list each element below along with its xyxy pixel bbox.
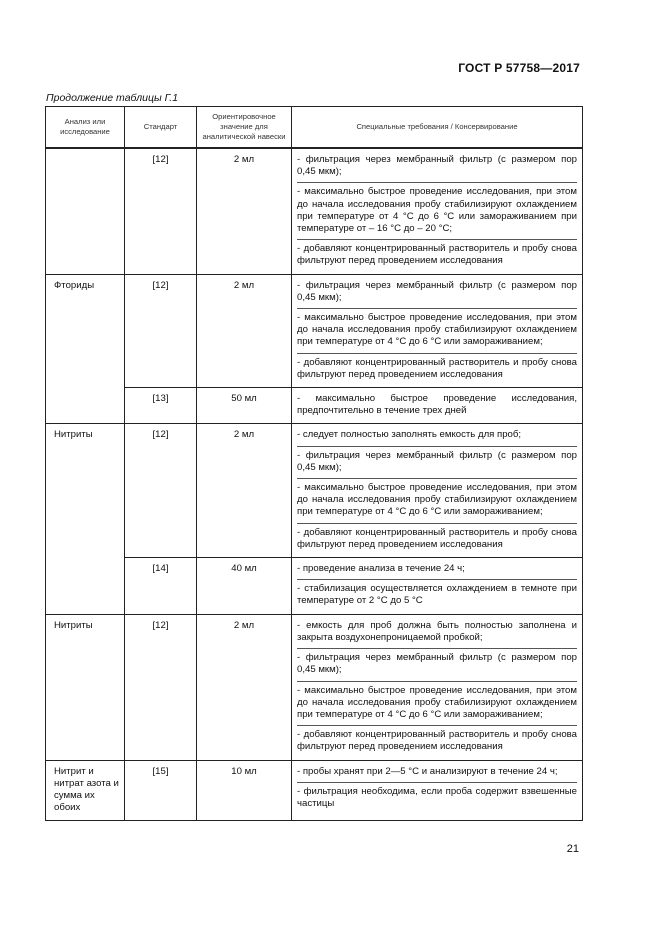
requirement-item: - добавляют концентрированный растворитель и пробу снова фильтруют перед проведением исследования: [297, 356, 577, 380]
analyte-cell: [46, 388, 125, 424]
standard-cell: [15]: [125, 760, 197, 821]
volume-cell: 2 мл: [197, 424, 292, 558]
requirements-cell: [292, 760, 583, 821]
requirement-item: - стабилизация осуществляется охлаждением в темноте при температуре от 2 °С до 5 °С: [297, 583, 577, 607]
table-row: [46, 760, 583, 821]
volume-cell: 50 мл: [197, 388, 292, 424]
requirements-cell: [292, 148, 583, 274]
analyte-cell: Фториды: [46, 274, 125, 387]
standard-cell: [12]: [125, 274, 197, 387]
requirement-item: - проведение анализа в течение 24 ч;: [297, 563, 577, 580]
volume-cell: 10 мл: [197, 760, 292, 821]
standard-cell: [12]: [125, 148, 197, 274]
volume-cell: 2 мл: [197, 148, 292, 274]
table-row: [46, 274, 583, 387]
requirement-item: - добавляют концентрированный растворитель и пробу снова фильтруют перед проведением исследования: [297, 526, 577, 550]
standard-cell: [14]: [125, 558, 197, 615]
table-row: [46, 388, 583, 424]
document-code: ГОСТ Р 57758—2017: [458, 61, 580, 75]
column-header-requirements: Специальные требования / Консервирование: [292, 107, 583, 149]
requirements-cell: [292, 424, 583, 558]
requirement-item: - фильтрация через мембранный фильтр (с размером пор 0,45 мкм);: [297, 154, 577, 183]
requirement-item: - фильтрация через мембранный фильтр (с размером пор 0,45 мкм);: [297, 280, 577, 309]
requirement-item: - следует полностью заполнять емкость для проб;: [297, 429, 577, 446]
table-row: [46, 614, 583, 760]
requirement-item: - максимально быстрое проведение исследования, при этом до начала исследования пробу стабилизируют охлаждением при температуре от 4 °С до 6 °С или замораживанием;: [297, 482, 577, 524]
standard-cell: [12]: [125, 424, 197, 558]
requirements-cell: [292, 558, 583, 615]
requirement-item: - максимально быстрое проведение исследования, при этом до начала исследования пробу стабилизируют охлаждением при температуре от 4 °С до 6 °С или замораживанием;: [297, 685, 577, 727]
volume-cell: 2 мл: [197, 614, 292, 760]
column-header-standard: Стандарт: [125, 107, 197, 149]
requirement-item: - фильтрация через мембранный фильтр (с размером пор 0,45 мкм);: [297, 450, 577, 479]
requirement-item: - фильтрация необходима, если проба содержит взвешенные частицы: [297, 785, 577, 809]
table-header-row: [46, 107, 583, 149]
requirements-cell: [292, 274, 583, 387]
requirement-item: - максимально быстрое проведение исследования, при этом до начала исследования пробу стабилизируют охлаждением при температуре от 4 °С до 6 °С или замораживанием;: [297, 312, 577, 354]
volume-cell: 2 мл: [197, 274, 292, 387]
standard-cell: [13]: [125, 388, 197, 424]
analyte-cell: [46, 148, 125, 274]
analyte-cell: Нитриты: [46, 614, 125, 760]
requirement-item: - пробы хранят при 2—5 °С и анализируют в течение 24 ч;: [297, 766, 577, 783]
requirement-item: - емкость для проб должна быть полностью заполнена и закрыта воздухонепроницаемой пробкой;: [297, 620, 577, 649]
column-header-analysis: Анализ или исследование: [46, 107, 125, 149]
analyte-cell: [46, 558, 125, 615]
table-body: [46, 148, 583, 821]
requirement-item: - добавляют концентрированный растворитель и пробу снова фильтруют перед проведением исследования: [297, 243, 577, 267]
requirement-item: - максимально быстрое проведение исследования, при этом до начала исследования пробу стабилизируют охлаждением при температуре от 4 °С до 6 °С или замораживанием при температуре от – 16 °С до – 20 °С;: [297, 186, 577, 240]
table-row: [46, 148, 583, 274]
requirements-table: [45, 106, 583, 821]
page-number: 21: [566, 843, 579, 855]
requirement-item: - максимально быстрое проведение исследования, предпочтительно в течение трех дней: [297, 393, 577, 417]
column-header-volume: Ориентировочное значение для аналитической навески: [197, 107, 292, 149]
table-caption: Продолжение таблицы Г.1: [46, 92, 179, 104]
volume-cell: 40 мл: [197, 558, 292, 615]
requirements-cell: [292, 614, 583, 760]
table-row: [46, 424, 583, 558]
standard-cell: [12]: [125, 614, 197, 760]
analyte-cell: Нитрит и нитрат азота и сумма их обоих: [46, 760, 125, 821]
table-row: [46, 558, 583, 615]
requirement-item: - фильтрация через мембранный фильтр (с размером пор 0,45 мкм);: [297, 652, 577, 681]
requirement-item: - добавляют концентрированный растворитель и пробу снова фильтруют перед проведением исследования: [297, 729, 577, 753]
requirements-cell: [292, 388, 583, 424]
analyte-cell: Нитриты: [46, 424, 125, 558]
